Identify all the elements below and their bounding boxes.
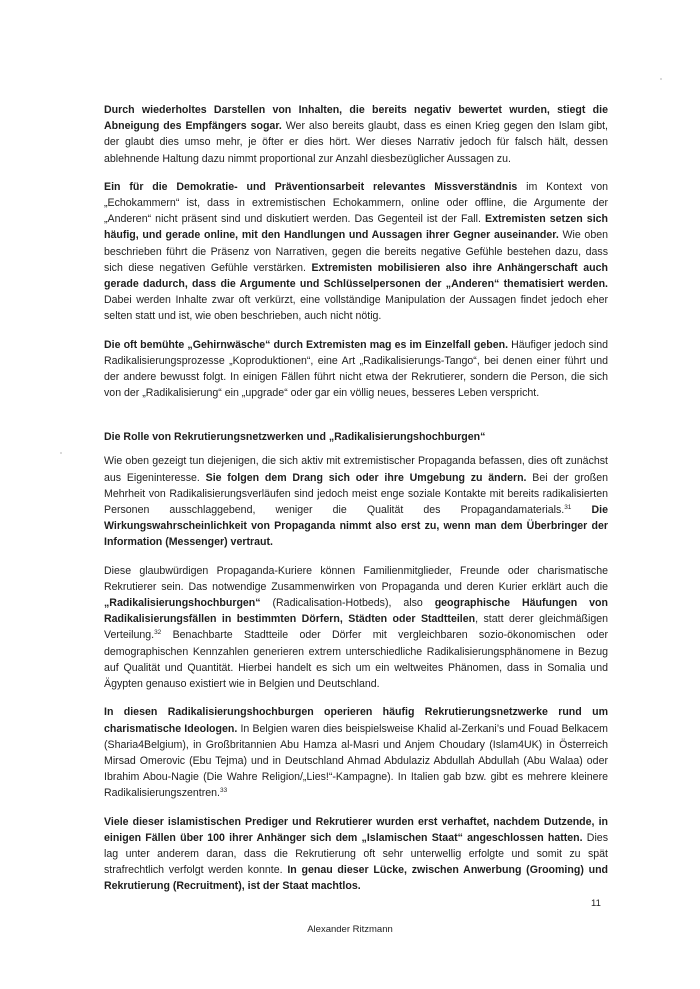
bold-text: Sie folgen dem Drang sich oder ihre Umgebung zu ändern. [205, 471, 527, 484]
text-run: Diese glaubwürdigen Propaganda-Kuriere können Familienmitglieder, Freunde oder charismatische Rekrutierer sein. Das notwendige Zusammenwirken von Propaganda und deren Kurier erklärt auch die [104, 564, 608, 593]
bold-text: „Radikalisierungshochburgen“ [104, 597, 261, 610]
footnote-ref: 33 [220, 787, 228, 795]
text-run: Bei der großen Mehrheit von Radikalisierungsverläufen sind jedoch meist enge soziale Kontakte mit bereits radikalisierten Personen ausschlaggebend, weniger die Qualität des Propagandamaterials. [104, 471, 608, 517]
text-run: Wer also bereits glaubt, dass es einen Krieg gegen den Islam gibt, der glaubt dies umso mehr, je öfter er dies hört. Wer dieses Narrativ jedoch für falsch hält, dessen ablehnende Haltung dazu nimmt proportional zur Anzahl diesbezüglicher Aussagen zu. [104, 120, 608, 165]
bold-text: Die oft bemühte „Gehirnwäsche“ durch Extremisten mag es im Einzelfall geben. [104, 338, 509, 351]
text-run: Benachbarte Stadtteile oder Dörfer mit vergleichbaren sozio-ökonomischen oder demographischen Kennzahlen generieren extrem unterschiedliche Radikalisierungsphänomene in Bezug auf Qualität und Quantität. Hierbei handelt es sich um ein weltweites Phänomen, dass in Somalia und Ägypten genauso existiert wie in Belgien und Deutschland. [104, 629, 608, 691]
text-run: Häufiger jedoch sind Radikalisierungsprozesse „Koproduktionen“, eine Art „Radikalisierungs-Tango“, bei denen einer führt und der andere bewusst folgt. In einigen Fällen führt nicht etwa der Rekrutierer, sondern die Person, die sich von der „Radikalisierung“ ein „upgrade“ oder gar ein völlig neues, besseres Leben verspricht. [104, 338, 608, 400]
bold-text: Durch wiederholtes Darstellen von Inhalten, die bereits negativ bewertet wurden, stiegt die Abneigung des Empfängers sogar. [104, 104, 608, 133]
bold-text: In genau dieser Lücke, zwischen Anwerbung (Grooming) und Rekrutierung (Recruitment), ist der Staat machtlos. [104, 864, 609, 893]
text-run: , statt derer gleichmäßigen Verteilung. [104, 613, 609, 642]
text-run: (Radicalisation-Hotbeds), also [260, 597, 435, 610]
footnote-ref: 32 [154, 629, 162, 637]
bold-text: Extremisten mobilisieren also ihre Anhängerschaft auch gerade dadurch, dass die Argumente und Schlüsselpersonen der „Anderen“ thematisiert werden. [104, 261, 608, 291]
bold-text: Ein für die Demokratie- und Präventionsarbeit relevantes Missverständnis [104, 180, 518, 193]
text-run [571, 504, 591, 516]
text-run: im Kontext von „Echokammern“ ist, dass in extremistischen Echokammern, online oder offline, die Argumente der „Anderen“ nicht präsent sind und diskutiert werden. Das Gegenteil ist der Fall. [104, 180, 608, 226]
body-paragraph [104, 102, 608, 167]
text-run: Dies lag unter anderem daran, dass die Rekrutierung oft sehr unterwellig erfolgte und somit zu spät strafrechtlich verfolgt werden konnte. [104, 831, 608, 877]
section-heading: Die Rolle von Rekrutierungsnetzwerken und „Radikalisierungshochburgen“ [104, 431, 486, 444]
bold-text: geographische Häufungen von Radikalisierungsfällen in bestimmten Dörfern, Städten oder Stadtteilen [104, 597, 609, 626]
text-run: Wie oben beschrieben führt die Präsenz von Narrativen, gegen die bereits negative Gefühle bestehen dazu, dass sich diese negativen Gefühle verstärken. [104, 229, 608, 274]
page-number: 11 [591, 898, 601, 909]
bold-text: Die Wirkungswahrscheinlichkeit von Propaganda nimmt also erst zu, wenn man dem Überbringer der Information (Messenger) vertraut. [104, 504, 608, 549]
body-paragraph [104, 179, 608, 325]
body-paragraph [104, 814, 608, 895]
body-paragraph [104, 563, 608, 693]
text-run: In Belgien waren dies beispielsweise Khalid al-Zerkani’s und Fouad Belkacem (Sharia4Belgium), in Großbritannien Abu Hamza al-Masri und Anjem Choudary (Islam4UK) in Österreich Mirsad Omerovic (Ebu Tejma) und in Deutschland Ahmad Abdulaziz Abdullah Abdullah (Abu Walaa) oder Ibrahim Abou-Nagie (Die Wahre Religion/„Lies!“-Kampagne). In Italien gab bzw. gibt es mehrere kleinere Radikalisierungszentren. [104, 722, 608, 800]
footer-author: Alexander Ritzmann [307, 924, 393, 935]
scan-speck [660, 78, 662, 80]
scan-speck [60, 452, 62, 454]
body-paragraph [104, 453, 608, 550]
bold-text: In diesen Radikalisierungshochburgen operieren häufig Rekrutierungsnetzwerke rund um charismatische Ideologen. [104, 706, 608, 735]
bold-text: Viele dieser islamistischen Prediger und Rekrutierer wurden erst verhaftet, nachdem Dutzende, in einigen Fällen über 100 ihrer Anhänger sich dem „Islamischen Staat“ angeschlossen hatten. [104, 815, 608, 844]
body-paragraph [104, 704, 608, 801]
bold-text: Extremisten setzen sich häufig, und gerade online, mit den Handlungen und Aussagen ihrer Gegner auseinander. [104, 213, 608, 242]
footnote-ref: 31 [564, 504, 572, 512]
page-body [104, 102, 608, 907]
text-run: Wie oben gezeigt tun diejenigen, die sich aktiv mit extremistischer Propaganda befassen, dies oft zunächst aus Eigeninteresse. [104, 455, 608, 484]
text-run: Dabei werden Inhalte zwar oft verkürzt, eine vollständige Manipulation der Aussagen findet jedoch eher selten statt und ist, wie oben beschrieben, auch nicht nötig. [104, 294, 608, 323]
body-paragraph [104, 337, 608, 402]
